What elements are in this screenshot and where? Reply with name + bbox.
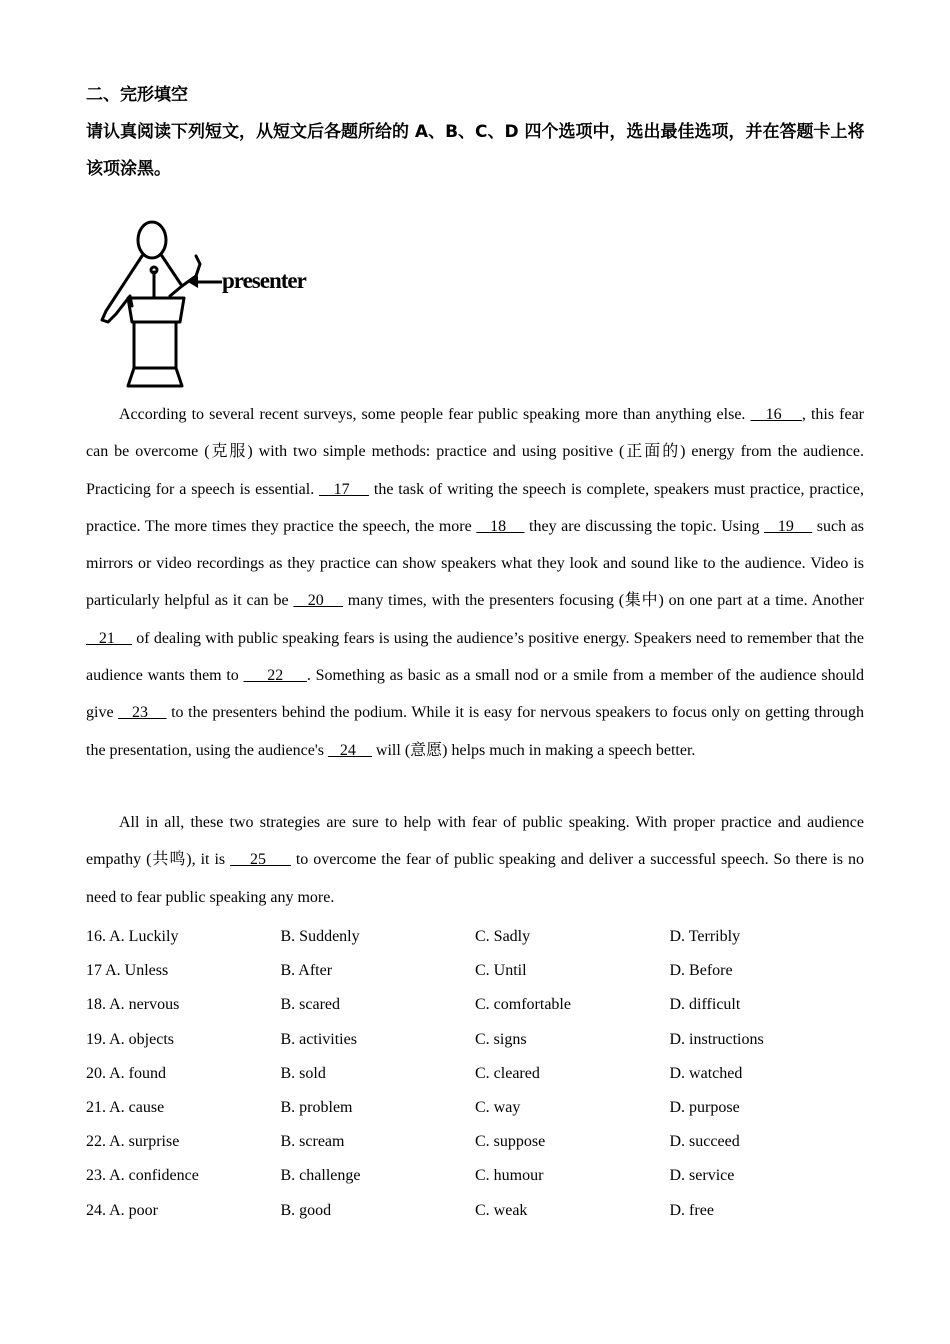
answer-blank: 16 bbox=[750, 406, 802, 423]
instructions: 请认真阅读下列短文，从短文后各题所给的 A、B、C、D 四个选项中，选出最佳选项，并在答题卡上将该项涂黑。 bbox=[86, 122, 865, 179]
option-b: B. scared bbox=[280, 996, 341, 1014]
option-a: 23. A. confidence bbox=[86, 1167, 199, 1185]
passage-text: All in all, these two strategies are sure to help with fear of public speaking. With proper practice and audience empathy (共鸣), it is bbox=[86, 814, 864, 869]
question-row bbox=[86, 1125, 866, 1159]
option-b: B. activities bbox=[280, 1030, 357, 1048]
passage-text: to overcome the fear of public speaking and deliver a successful speech. So there is no need to fear public speaking any more. bbox=[86, 851, 864, 906]
option-c: C. comfortable bbox=[475, 996, 571, 1014]
passage-text: the task of writing the speech is complete, speakers must practice, practice, practice. The more times they practice the speech, the more bbox=[86, 480, 865, 535]
option-b: B. After bbox=[280, 962, 333, 980]
passage-text: to the presenters behind the podium. While it is easy for nervous speakers to focus only on getting through the presentation, using the audience's bbox=[86, 704, 865, 759]
option-c: C. weak bbox=[475, 1201, 528, 1219]
option-c: C. Until bbox=[475, 962, 527, 980]
option-d: D. Before bbox=[669, 962, 733, 980]
option-a: 22. A. surprise bbox=[86, 1133, 180, 1151]
presenter-label: presenter bbox=[222, 268, 306, 293]
answer-blank: 23 bbox=[118, 704, 167, 722]
passage-text: many times, with the presenters focusing (集中) on one part at a time. Another bbox=[342, 592, 864, 610]
option-b: B. Suddenly bbox=[280, 928, 360, 946]
answer-blank: 18 bbox=[476, 517, 525, 535]
passage-text: they are discussing the topic. Using bbox=[524, 517, 765, 535]
option-d: D. instructions bbox=[669, 1030, 764, 1048]
option-b: B. challenge bbox=[280, 1167, 361, 1185]
answer-blank: 19 bbox=[764, 517, 813, 535]
question-row bbox=[86, 1057, 866, 1091]
option-a: 24. A. poor bbox=[86, 1201, 158, 1219]
question-row bbox=[86, 1023, 866, 1057]
answer-blank: 21 bbox=[86, 629, 132, 647]
question-row bbox=[86, 1194, 866, 1228]
section-title: 二、完形填空 bbox=[86, 85, 188, 105]
option-c: C. suppose bbox=[475, 1133, 546, 1151]
option-b: B. scream bbox=[280, 1133, 345, 1151]
option-b: B. sold bbox=[280, 1064, 326, 1082]
option-a: 18. A. nervous bbox=[86, 996, 180, 1014]
option-a: 19. A. objects bbox=[86, 1030, 174, 1048]
answer-blank: 22 bbox=[243, 667, 307, 685]
option-d: D. purpose bbox=[669, 1099, 740, 1117]
option-a: 16. A. Luckily bbox=[86, 928, 179, 946]
passage-text: According to several recent surveys, some people fear public speaking more than anything else. bbox=[119, 406, 751, 423]
option-a: 20. A. found bbox=[86, 1064, 166, 1082]
passage-text: , this fear can be overcome (克服) with two simple methods: practice and using positive (正面的) energy from the audience. Practicing for a speech is essential. bbox=[86, 406, 864, 498]
passage-text: of dealing with public speaking fears is using the audience’s positive energy. Speakers need to remember that the audience wants them to bbox=[86, 629, 865, 685]
question-row bbox=[86, 1091, 866, 1125]
passage-paragraph-2 bbox=[86, 804, 864, 916]
answer-blank: 25 bbox=[230, 851, 291, 869]
answer-blank: 20 bbox=[293, 592, 343, 610]
option-c: C. signs bbox=[475, 1030, 527, 1048]
passage-text: such as mirrors or video recordings as they practice can show speakers what they look and sound like to the audience. Video is particularly helpful as it can be bbox=[86, 517, 865, 610]
option-c: C. cleared bbox=[475, 1064, 540, 1082]
question-options bbox=[86, 920, 866, 1228]
option-a: 21. A. cause bbox=[86, 1099, 165, 1117]
passage-paragraph-1 bbox=[86, 396, 864, 769]
option-d: D. difficult bbox=[669, 996, 741, 1014]
question-row bbox=[86, 920, 866, 954]
option-d: D. watched bbox=[669, 1064, 743, 1082]
option-c: C. Sadly bbox=[475, 928, 531, 946]
question-row bbox=[86, 988, 866, 1022]
answer-blank: 24 bbox=[327, 741, 372, 759]
answer-blank: 17 bbox=[319, 480, 370, 498]
option-c: C. humour bbox=[475, 1167, 544, 1185]
option-d: D. Terribly bbox=[669, 928, 741, 946]
option-d: D. free bbox=[669, 1201, 714, 1219]
passage-text: will (意愿) helps much in making a speech better. bbox=[371, 741, 696, 759]
option-b: B. good bbox=[280, 1201, 332, 1219]
option-c: C. way bbox=[475, 1099, 521, 1117]
option-a: 17 A. Unless bbox=[86, 962, 169, 980]
option-d: D. succeed bbox=[669, 1133, 740, 1151]
question-row bbox=[86, 1159, 866, 1193]
option-b: B. problem bbox=[280, 1099, 353, 1117]
presenter-illustration bbox=[96, 216, 336, 394]
passage-text: . Something as basic as a small nod or a smile from a member of the audience should give bbox=[86, 667, 865, 722]
question-row bbox=[86, 954, 866, 988]
option-d: D. service bbox=[669, 1167, 735, 1185]
